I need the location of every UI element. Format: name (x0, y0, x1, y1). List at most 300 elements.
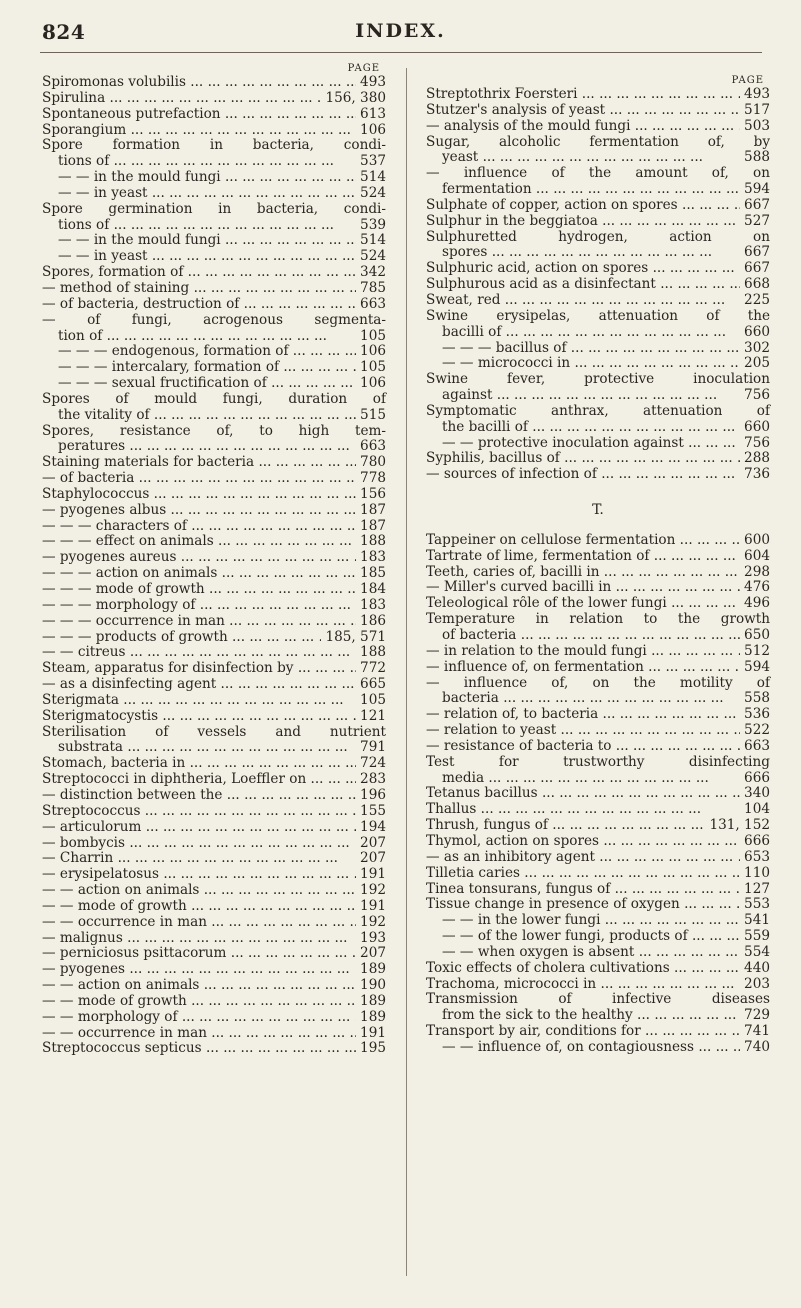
page-column-label: PAGE (347, 63, 380, 74)
entry-page: 191 (360, 897, 386, 914)
index-entry (42, 123, 386, 139)
index-entry (426, 166, 770, 182)
entry-page: 184 (360, 581, 386, 597)
entry-page: 189 (360, 1008, 386, 1025)
entry-text: Spores of mould fungi, duration of (42, 390, 386, 407)
index-entry (42, 265, 386, 281)
index-entry (42, 994, 386, 1010)
entry-text: Spore germination in bacteria, condi- (42, 200, 386, 217)
entry-page: 203 (744, 975, 770, 992)
index-entry (42, 851, 386, 867)
entry-text: against ... . (442, 388, 740, 404)
index-entry (42, 519, 386, 535)
entry-text: Sulphurous acid as a disinfectant ... . (426, 277, 740, 293)
index-entry (42, 1041, 386, 1057)
entry-page: 613 (360, 105, 386, 122)
index-entry (42, 439, 386, 455)
index-entry (426, 707, 770, 723)
index-entry (426, 739, 770, 755)
index-entry (426, 786, 770, 802)
entry-page: 536 (744, 706, 770, 723)
entry-page: 121 (360, 707, 386, 724)
entry-page: 741 (744, 1023, 770, 1040)
entry-text: — — — characters of ... . (42, 519, 356, 535)
index-entry (42, 360, 386, 376)
index-entry (426, 325, 770, 341)
index-entry (426, 87, 770, 103)
entry-page: 185, 571 (325, 628, 386, 645)
entry-page: 188 (360, 644, 386, 661)
index-entry (42, 281, 386, 297)
entry-text: Streptococcus septicus ... . (42, 1041, 356, 1057)
entry-text: Temperature in relation to the growth (426, 611, 770, 628)
entry-page: 785 (360, 279, 386, 296)
index-entry (42, 534, 386, 550)
page-title: INDEX. (355, 20, 446, 42)
entry-text: — — — mode of growth ... . (42, 582, 356, 598)
entry-page: 666 (744, 832, 770, 849)
entry-text: bacilli of ... . (442, 325, 740, 341)
entry-text: — — action on animals ... . (42, 978, 356, 994)
entry-page: 666 (744, 769, 770, 786)
entry-text: — as a disinfecting agent ... . (42, 677, 356, 693)
entry-page: 196 (360, 786, 386, 803)
entry-text: — influence of, on fermentation ... . (426, 660, 740, 676)
entry-text: Swine erysipelas, attenuation of the (426, 307, 770, 324)
index-entry (426, 309, 770, 325)
entry-text: Tetanus bacillus ... . (426, 786, 740, 802)
entry-text: — — — effect on animals ... . (42, 534, 356, 550)
entry-text: — in relation to the mould fungi ... . (426, 644, 740, 660)
entry-page: 791 (360, 739, 386, 756)
index-entry (426, 388, 770, 404)
entry-text: — — when oxygen is absent ... . (442, 945, 740, 961)
index-entry (42, 503, 386, 519)
entry-page: 515 (360, 406, 386, 423)
index-entry (42, 1010, 386, 1026)
index-entry (426, 451, 770, 467)
entry-text: — — micrococci in ... . (442, 356, 740, 372)
entry-page: 663 (744, 737, 770, 754)
entry-text: — — mode of growth ... . (42, 899, 356, 915)
index-entry (42, 202, 386, 218)
entry-text: peratures ... . (58, 439, 356, 455)
entry-page: 594 (744, 181, 770, 198)
index-entry (426, 214, 770, 230)
entry-text: — relation of, to bacteria ... . (426, 707, 740, 723)
entry-page: 105 (360, 359, 386, 376)
entry-page: 512 (744, 642, 770, 659)
index-entry (42, 186, 386, 202)
index-entry (42, 170, 386, 186)
index-entry (42, 154, 386, 170)
entry-text: — bombycis ... . (42, 836, 356, 852)
index-entry (426, 467, 770, 483)
index-entry (42, 313, 386, 329)
entry-page: 493 (744, 86, 770, 102)
entry-text: Transmission of infective diseases (426, 991, 770, 1008)
entry-page: 524 (360, 248, 386, 265)
entry-text: Test for trustworthy disinfecting (426, 753, 770, 770)
entry-page: 205 (744, 355, 770, 372)
index-entry (426, 977, 770, 993)
entry-text: Sporangium ... . (42, 123, 356, 139)
entry-text: Spores, resistance of, to high tem- (42, 422, 386, 439)
entry-page: 778 (360, 470, 386, 487)
entry-page: 192 (360, 882, 386, 899)
index-entry (426, 135, 770, 151)
index-entry (42, 424, 386, 440)
index-entry (426, 929, 770, 945)
entry-text: spores ... . (442, 245, 740, 261)
entry-page: 155 (360, 802, 386, 819)
entry-page: 772 (360, 660, 386, 677)
entry-text: — — — bacillus of ... . (442, 341, 740, 357)
entry-page: 496 (744, 595, 770, 612)
entry-text: — influence of, on the motility of (426, 674, 770, 691)
index-entry (42, 487, 386, 503)
entry-text: — — protective inoculation against ... . (442, 436, 740, 452)
entry-text: Sulphuric acid, action on spores ... . (426, 261, 740, 277)
entry-text: — of bacteria, destruction of ... . (42, 297, 356, 313)
entry-text: Thymol, action on spores ... . (426, 834, 740, 850)
entry-page: 729 (744, 1007, 770, 1024)
index-entry (426, 771, 770, 787)
entry-page: 207 (360, 850, 386, 867)
index-entry (42, 550, 386, 566)
entry-text: substrata ... . (58, 740, 356, 756)
entry-page: 106 (360, 375, 386, 392)
index-entry (426, 723, 770, 739)
entry-text: — — in yeast ... . (58, 186, 356, 202)
index-entry (42, 249, 386, 265)
header-rule (40, 52, 762, 53)
entry-page: 131, 152 (709, 817, 770, 834)
entry-text: the vitality of ... . (58, 408, 356, 424)
entry-text: Symptomatic anthrax, attenuation of (426, 402, 770, 419)
entry-page: 342 (360, 264, 386, 281)
entry-page: 283 (360, 771, 386, 788)
index-entry (42, 772, 386, 788)
entry-page: 188 (360, 533, 386, 550)
entry-text: Transport by air, conditions for ... . (426, 1024, 740, 1040)
entry-page: 192 (360, 913, 386, 930)
entry-page: 559 (744, 928, 770, 945)
entry-text: yeast ... . (442, 150, 740, 166)
entry-text: — — action on animals ... . (42, 883, 356, 899)
index-entry (42, 75, 386, 91)
entry-text: from the sick to the healthy ... . (442, 1008, 740, 1024)
entry-page: 189 (360, 961, 386, 978)
entry-text: Teleological rôle of the lower fungi ... . (426, 596, 740, 612)
column-divider (406, 68, 407, 1276)
entry-text: Thallus ... . (426, 802, 740, 818)
entry-page: 665 (360, 676, 386, 693)
entry-page: 660 (744, 323, 770, 340)
index-entry (42, 344, 386, 360)
entry-page: 554 (744, 943, 770, 960)
right-column (426, 74, 770, 1056)
index-entry (426, 850, 770, 866)
index-entry (426, 182, 770, 198)
entry-page: 667 (744, 196, 770, 213)
index-entry (42, 836, 386, 852)
entry-text: Streptothrix Foersteri ... . (426, 87, 740, 103)
index-entry (426, 580, 770, 596)
index-entry (42, 233, 386, 249)
index-entry (42, 820, 386, 836)
index-entry (42, 677, 386, 693)
index-entry (426, 341, 770, 357)
entry-text: — influence of the amount of, on (426, 165, 770, 182)
index-entry (426, 660, 770, 676)
index-entry (42, 962, 386, 978)
index-entry (426, 103, 770, 119)
entry-text: — pyogenes ... . (42, 962, 356, 978)
index-entry (426, 882, 770, 898)
entry-page: 756 (744, 387, 770, 404)
index-entry (42, 218, 386, 234)
entry-text: Streptococci in diphtheria, Loeffler on ... . (42, 772, 356, 788)
entry-page: 193 (360, 929, 386, 946)
entry-page: 476 (744, 579, 770, 596)
index-entry (426, 913, 770, 929)
page-column-label: PAGE (731, 75, 764, 86)
entry-text: — — of the lower fungi, products of ... . (442, 929, 740, 945)
index-entry (426, 436, 770, 452)
entry-page: 588 (744, 149, 770, 166)
entry-text: Sterigmata ... . (42, 693, 356, 709)
entry-text: Swine fever, protective inoculation (426, 371, 770, 388)
index-entry (426, 549, 770, 565)
index-entry (42, 630, 386, 646)
entry-page: 653 (744, 848, 770, 865)
index-entry (42, 107, 386, 123)
index-entry (42, 883, 386, 899)
index-entry (42, 392, 386, 408)
entry-text: Spontaneous putrefaction ... . (42, 107, 356, 123)
entry-text: Streptococcus ... . (42, 804, 356, 820)
entry-text: — — — occurrence in man ... . (42, 614, 356, 630)
entry-page: 604 (744, 547, 770, 564)
entry-text: — analysis of the mould fungi ... . (426, 119, 740, 135)
entry-text: — — — sexual fructification of ... . (58, 376, 356, 392)
left-entry-list (42, 75, 386, 1057)
entry-page: 724 (360, 755, 386, 772)
entry-page: 668 (744, 276, 770, 293)
entry-page: 537 (360, 153, 386, 170)
index-entry (426, 150, 770, 166)
index-entry (426, 404, 770, 420)
entry-text: — — influence of, on contagiousness ... . (442, 1040, 740, 1056)
entry-page: 194 (360, 818, 386, 835)
entry-text: Tilletia caries ... . (426, 866, 740, 882)
entry-text: — articulorum ... . (42, 820, 356, 836)
index-entry (426, 198, 770, 214)
entry-text: — — — morphology of ... . (42, 598, 356, 614)
entry-page: 187 (360, 517, 386, 534)
entry-page: 127 (744, 880, 770, 897)
entry-text: — sources of infection of ... . (426, 467, 740, 483)
index-entry (426, 1040, 770, 1056)
index-entry (42, 645, 386, 661)
entry-page: 650 (744, 627, 770, 643)
entry-text: Teeth, caries of, bacilli in ... . (426, 565, 740, 581)
index-entry (426, 1024, 770, 1040)
entry-page: 156, 380 (325, 89, 386, 106)
entry-page: 740 (744, 1038, 770, 1055)
index-entry (42, 661, 386, 677)
index-entry (426, 277, 770, 293)
entry-page: 104 (744, 801, 770, 818)
entry-text: Tinea tonsurans, fungus of ... . (426, 882, 740, 898)
entry-text: — malignus ... . (42, 931, 356, 947)
entry-text: Steam, apparatus for disinfection by ... . (42, 661, 356, 677)
index-entry (42, 915, 386, 931)
entry-text: — — — products of growth ... . (42, 630, 321, 646)
index-entry (426, 945, 770, 961)
entry-text: Syphilis, bacillus of ... . (426, 451, 740, 467)
entry-text: — — morphology of ... . (42, 1010, 356, 1026)
entry-text: Spore formation in bacteria, condi- (42, 137, 386, 154)
entry-page: 195 (360, 1040, 386, 1057)
entry-text: Tartrate of lime, fermentation of ... . (426, 549, 740, 565)
entry-text: Spirulina ... . (42, 91, 321, 107)
entry-page: 503 (744, 117, 770, 134)
entry-page: 187 (360, 501, 386, 518)
index-entry (42, 1026, 386, 1042)
left-column (42, 62, 386, 1057)
index-entry (426, 897, 770, 913)
entry-page: 667 (744, 244, 770, 261)
entry-text: — resistance of bacteria to ... . (426, 739, 740, 755)
entry-text: Sugar, alcoholic fermentation of, by (426, 133, 770, 150)
index-entry (426, 533, 770, 549)
entry-page: 493 (360, 74, 386, 90)
entry-page: 185 (360, 565, 386, 582)
entry-text: — — occurrence in man ... . (42, 915, 356, 931)
index-entry (426, 992, 770, 1008)
entry-page: 106 (360, 343, 386, 360)
entry-page: 298 (744, 563, 770, 580)
entry-text: Staphylococcus ... . (42, 487, 356, 503)
entry-page: 558 (744, 690, 770, 707)
index-entry (426, 755, 770, 771)
index-entry (426, 261, 770, 277)
entry-text: tions of ... . (58, 154, 356, 170)
entry-page: 191 (360, 866, 386, 883)
entry-page: 756 (744, 434, 770, 451)
entry-page: 191 (360, 1024, 386, 1041)
index-entry (426, 596, 770, 612)
index-entry (426, 628, 770, 644)
index-entry (42, 614, 386, 630)
entry-page: 207 (360, 834, 386, 851)
index-entry (426, 676, 770, 692)
index-entry (42, 297, 386, 313)
entry-page: 527 (744, 212, 770, 229)
index-entry (42, 91, 386, 107)
entry-text: Tappeiner on cellulose fermentation ... . (426, 533, 740, 549)
entry-text: — — — endogenous, formation of ... . (58, 344, 356, 360)
index-entry (42, 471, 386, 487)
index-entry (42, 867, 386, 883)
entry-text: — relation to yeast ... . (426, 723, 740, 739)
page-number: 824 (42, 20, 86, 44)
index-entry (42, 788, 386, 804)
entry-text: Spiromonas volubilis ... . (42, 75, 356, 91)
index-entry (42, 725, 386, 741)
entry-text: Tissue change in presence of oxygen ... . (426, 897, 740, 913)
entry-page: 522 (744, 722, 770, 739)
entry-page: 663 (360, 295, 386, 312)
index-entry (426, 420, 770, 436)
entry-page: 514 (360, 169, 386, 186)
entry-page: 736 (744, 466, 770, 483)
entry-text: — — in the mould fungi ... . (58, 233, 356, 249)
section-letter: T. (592, 502, 604, 519)
index-entry (426, 961, 770, 977)
entry-page: 105 (360, 327, 386, 344)
entry-text: Staining materials for bacteria ... . (42, 455, 356, 471)
index-entry (426, 245, 770, 261)
index-entry (42, 804, 386, 820)
index-entry (426, 834, 770, 850)
entry-text: — perniciosus psittacorum ... . (42, 946, 356, 962)
index-entry (42, 582, 386, 598)
index-entry (42, 946, 386, 962)
entry-text: tion of ... . (58, 329, 356, 345)
entry-page: 156 (360, 485, 386, 502)
entry-text: — pyogenes aureus ... . (42, 550, 356, 566)
index-entry (42, 899, 386, 915)
index-entry (42, 598, 386, 614)
entry-text: — — in the mould fungi ... . (58, 170, 356, 186)
entry-text: the bacilli of ... . (442, 420, 740, 436)
entry-text: fermentation ... . (442, 182, 740, 198)
entry-page: 600 (744, 531, 770, 548)
entry-page: 190 (360, 977, 386, 994)
entry-page: 225 (744, 291, 770, 308)
entry-page: 340 (744, 785, 770, 802)
entry-page: 539 (360, 216, 386, 233)
entry-text: — — — intercalary, formation of ... . (58, 360, 356, 376)
entry-text: media ... . (442, 771, 740, 787)
index-entry (426, 356, 770, 372)
entry-page: 517 (744, 101, 770, 118)
entry-page: 553 (744, 896, 770, 913)
right-entry-list (426, 87, 770, 1056)
entry-text: Stomach, bacteria in ... . (42, 756, 356, 772)
index-entry (426, 119, 770, 135)
entry-page: 780 (360, 454, 386, 471)
entry-text: of bacteria ... . (442, 628, 740, 644)
index-entry (42, 566, 386, 582)
entry-text: Trachoma, micrococci in ... . (426, 977, 740, 993)
entry-text: Sulphuretted hydrogen, action on (426, 228, 770, 245)
entry-text: Thrush, fungus of ... . (426, 818, 705, 834)
index-entry (426, 372, 770, 388)
entry-text: — — in the lower fungi ... . (442, 913, 740, 929)
entry-text: Sterilisation of vessels and nutrient (42, 723, 386, 740)
entry-text: — Miller's curved bacilli in ... . (426, 580, 740, 596)
entry-text: — pyogenes albus ... . (42, 503, 356, 519)
index-entry (426, 565, 770, 581)
entry-page: 189 (360, 992, 386, 1009)
entry-text: — — occurrence in man ... . (42, 1026, 356, 1042)
entry-page: 541 (744, 912, 770, 929)
index-entry (42, 329, 386, 345)
